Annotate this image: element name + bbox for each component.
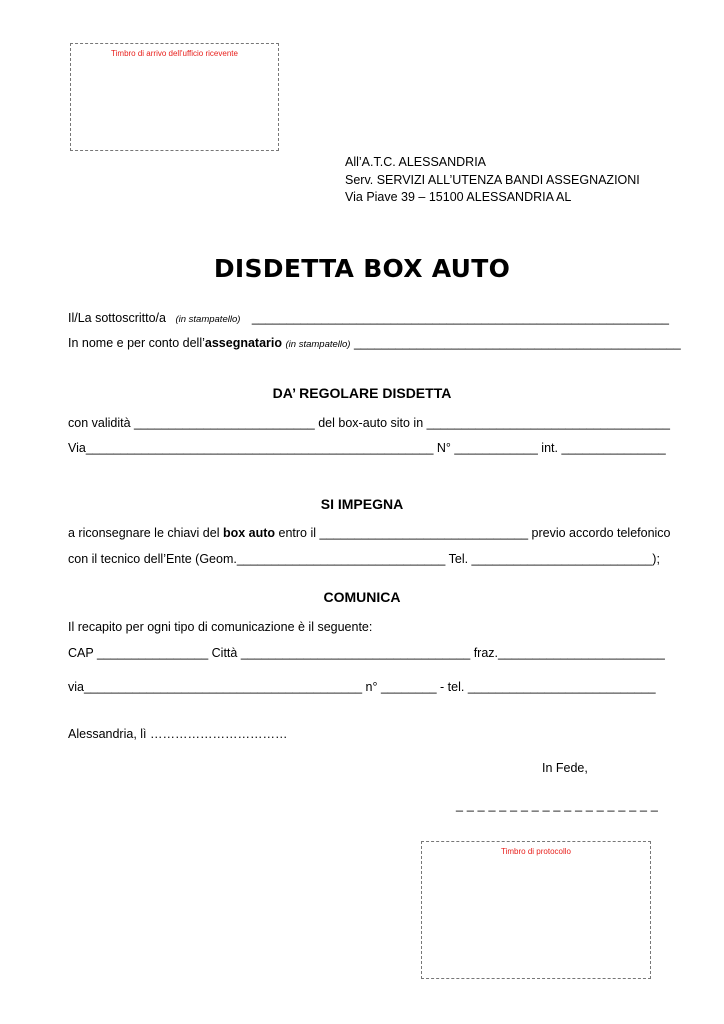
applicant-behalf-field[interactable]: _______________________________________________ (353, 336, 681, 350)
recipient-line-1: All’A.T.C. ALESSANDRIA (345, 155, 487, 169)
impegna-technician-line[interactable]: con il tecnico dell’Ente (Geom.______________________________ Tel. __________________________); (68, 552, 660, 566)
applicant-behalf-label: In nome e per conto dell’ (68, 336, 205, 350)
document-title: DISDETTA BOX AUTO (213, 254, 511, 283)
comunica-via-line[interactable]: via________________________________________ n° ________ - tel. ___________________________ (68, 680, 656, 694)
impegna-keys-line[interactable] (68, 526, 671, 540)
place-date[interactable]: Alessandria, lì …………………………… (68, 727, 288, 741)
applicant-name-row (68, 311, 669, 325)
disdetta-heading: DA’ REGOLARE DISDETTA (272, 385, 452, 401)
impegna-keys-bold: box auto (222, 526, 276, 540)
applicant-behalf-bold: assegnatario (204, 336, 283, 350)
greeting: In Fede, (542, 761, 588, 775)
protocol-stamp-box (421, 841, 651, 979)
disdetta-validity-line[interactable]: con validità __________________________ del box-auto sito in ___________________________________ (68, 416, 670, 430)
impegna-keys-pre: a riconsegnare le chiavi del (68, 526, 223, 540)
applicant-behalf-hint: (in stampatello) (285, 339, 351, 350)
comunica-heading: COMUNICA (323, 589, 401, 605)
arrival-stamp-label: Timbro di arrivo dell'ufficio ricevente (111, 49, 238, 58)
applicant-name-label: Il/La sottoscritto/a (68, 311, 166, 325)
impegna-keys-post: entro il ______________________________ previo accordo telefonico (275, 526, 671, 540)
disdetta-address-line[interactable]: Via__________________________________________________ N° ____________ int. _______________ (68, 441, 666, 455)
recipient-line-2: Serv. SERVIZI ALL’UTENZA BANDI ASSEGNAZIONI (345, 172, 640, 187)
arrival-stamp-box (70, 43, 279, 151)
comunica-intro: Il recapito per ogni tipo di comunicazione è il seguente: (68, 620, 373, 634)
recipient-line-3: Via Piave 39 – 15100 ALESSANDRIA AL (345, 190, 572, 204)
impegna-heading: SI IMPEGNA (320, 496, 404, 512)
applicant-name-field[interactable]: ____________________________________________________________ (251, 311, 670, 325)
signature-line[interactable]: _ _ _ _ _ _ _ _ _ _ _ _ _ _ _ _ _ _ _ (456, 798, 658, 812)
recipient-address (345, 154, 640, 207)
applicant-behalf-row (68, 336, 681, 350)
protocol-stamp-label: Timbro di protocollo (501, 847, 571, 856)
applicant-name-hint: (in stampatello) (175, 314, 241, 325)
comunica-cap-line[interactable]: CAP ________________ Città _________________________________ fraz.________________________ (68, 646, 665, 660)
